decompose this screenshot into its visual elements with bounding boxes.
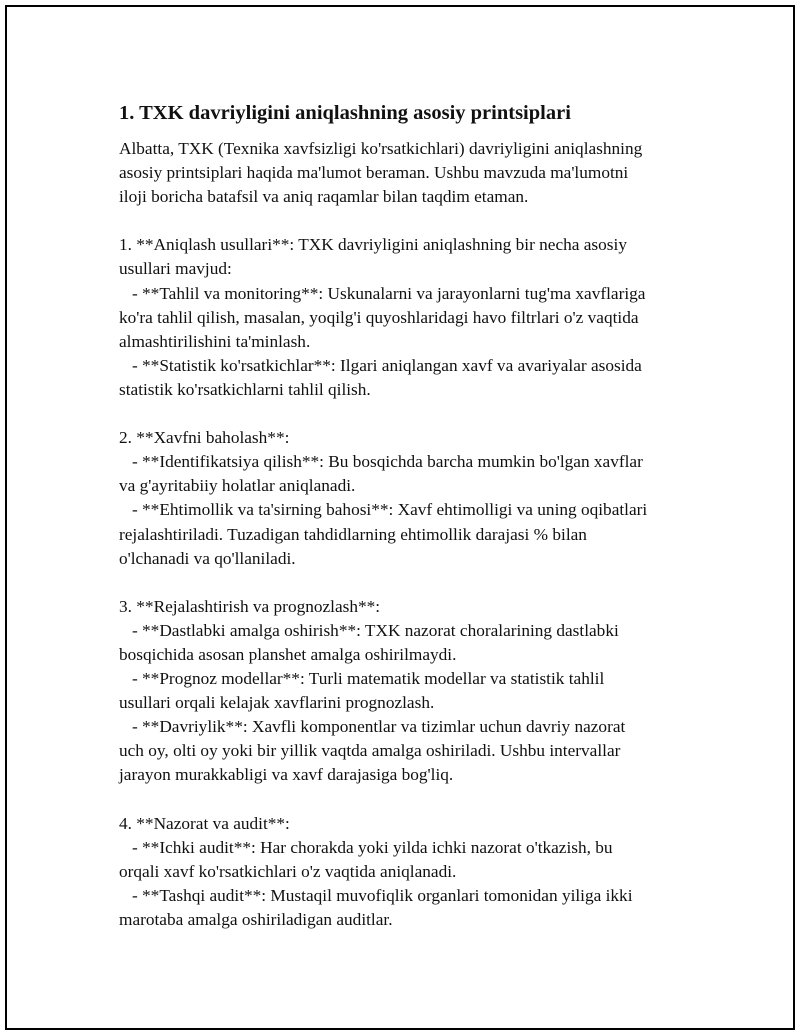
document-title: 1. TXK davriyligini aniqlashning asosiy printsiplari [119,102,571,124]
page-frame [5,5,795,1030]
document-content [119,99,699,932]
document-body: Albatta, TXK (Texnika xavfsizligi ko'rsatkichlari) davriyligini aniqlashning asosiy printsiplari haqida ma'lumot beraman. Ushbu mavzuda ma'lumotni iloji boricha batafsil va aniq raqamlar bilan taqdim etaman. 1. **Aniqlash usullari**: TXK davriyligini aniqlashning bir necha asosiy usullari mavjud: - **Tahlil va monitoring**: Uskunalarni va jarayonlarni tug'ma xavflariga ko'ra tahlil qilish, masalan, yoqilg'i quyoshlaridagi havo filtrlari o'z vaqtida almashtirilishini ta'minlash. - **Statistik ko'rsatkichlar**: Ilgari aniqlangan xavf va avariyalar asosida statistik ko'rsatkichlarni tahlil qilish. 2. **Xavfni baholash**: - **Identifikatsiya qilish**: Bu bosqichda barcha mumkin bo'lgan xavflar va g'ayritabiiy holatlar aniqlanadi. - **Ehtimollik va ta'sirning bahosi**: Xavf ehtimolligi va uning oqibatlari rejalashtiriladi. Tuzadigan tahdidlarning ehtimollik darajasi % bilan o'lchanadi va qo'llaniladi. 3. **Rejalashtirish va prognozlash**: - **Dastlabki amalga oshirish**: TXK nazorat choralarining dastlabki bosqichida asosan planshet amalga oshirilmaydi. - **Prognoz modellar**: Turli matematik modellar va statistik tahlil usullari orqali kelajak xavflarini prognozlash. - **Davriylik**: Xavfli komponentlar va tizimlar uchun davriy nazorat uch oy, olti oy yoki bir yillik vaqtda amalga oshiriladi. Ushbu intervallar jarayon murakkabligi va xavf darajasiga bog'liq. 4. **Nazorat va audit**: - **Ichki audit**: Har chorakda yoki yilda ichki nazorat o'tkazish, bu orqali xavf ko'rsatkichlari o'z vaqtida aniqlanadi. - **Tashqi audit**: Mustaqil muvofiqlik organlari tomonidan yiliga ikki marotaba amalga oshiriladigan auditlar. [119,139,648,929]
